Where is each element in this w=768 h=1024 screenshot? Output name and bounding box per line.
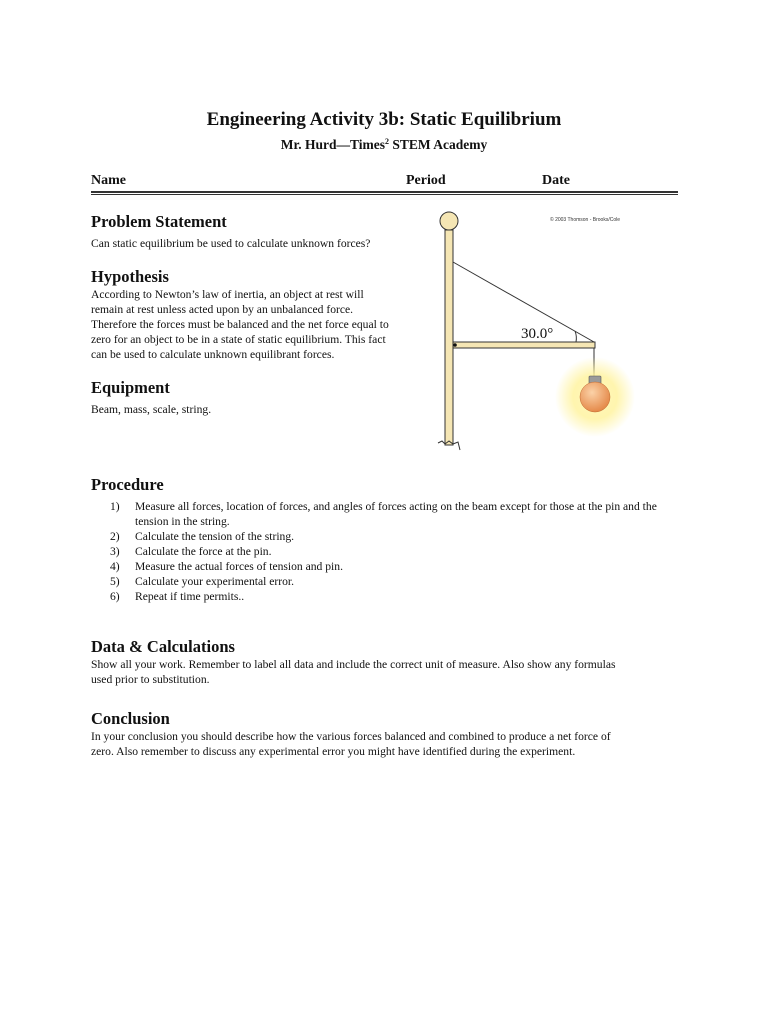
header-rule-thin bbox=[91, 194, 678, 195]
equipment-text: Beam, mass, scale, string. bbox=[91, 403, 212, 416]
step-text: Measure all forces, location of forces, and angles of forces acting on the beam except for those at the pin and the tension in the string. bbox=[135, 500, 657, 528]
step-number: 5) bbox=[110, 575, 120, 588]
hypothesis-text bbox=[91, 287, 421, 362]
beam bbox=[453, 342, 595, 348]
angle-label: 30.0° bbox=[521, 326, 554, 342]
name-label: Name bbox=[91, 173, 126, 188]
pole bbox=[445, 230, 453, 445]
step-text: Measure the actual forces of tension and pin. bbox=[135, 560, 343, 573]
equilibrium-diagram bbox=[434, 205, 644, 455]
step-number: 1) bbox=[110, 500, 120, 513]
hypothesis-line: zero for an object to be in a state of static equilibrium. This fact bbox=[91, 333, 386, 346]
step-number: 6) bbox=[110, 590, 120, 603]
conclusion-line: In your conclusion you should describe how the various forces balanced and combined to produce a net force of bbox=[91, 730, 611, 743]
hypothesis-line: can be used to calculate unknown equilibrant forces. bbox=[91, 348, 335, 361]
step-number: 4) bbox=[110, 560, 120, 573]
period-label: Period bbox=[406, 173, 446, 188]
problem-text: Can static equilibrium be used to calculate unknown forces? bbox=[91, 237, 371, 250]
procedure-step bbox=[110, 559, 670, 574]
subtitle-end: STEM Academy bbox=[389, 137, 488, 152]
procedure-step bbox=[110, 574, 670, 589]
pole-top-knob bbox=[440, 212, 458, 230]
figure-copyright: © 2003 Thomson - Brooks/Cole bbox=[550, 217, 621, 223]
step-number: 3) bbox=[110, 545, 120, 558]
procedure-list bbox=[110, 499, 670, 604]
procedure-heading: Procedure bbox=[91, 475, 164, 494]
data-text bbox=[91, 657, 691, 687]
pin-point bbox=[453, 343, 457, 347]
procedure-step bbox=[110, 589, 670, 604]
subtitle-text: Mr. Hurd—Times bbox=[280, 137, 385, 152]
date-label: Date bbox=[542, 173, 570, 188]
data-line: Show all your work. Remember to label all data and include the correct unit of measure. Also show any formulas bbox=[91, 658, 616, 671]
conclusion-text bbox=[91, 729, 691, 759]
page-subtitle bbox=[0, 137, 768, 153]
step-text: Calculate the tension of the string. bbox=[135, 530, 295, 543]
data-heading: Data & Calculations bbox=[91, 637, 235, 656]
procedure-step bbox=[110, 499, 670, 529]
procedure-step bbox=[110, 544, 670, 559]
hypothesis-line: According to Newton’s law of inertia, an object at rest will bbox=[91, 288, 364, 301]
problem-heading: Problem Statement bbox=[91, 212, 227, 231]
step-text: Repeat if time permits.. bbox=[135, 590, 245, 603]
step-text: Calculate your experimental error. bbox=[135, 575, 295, 588]
subtitle-superscript: 2 bbox=[385, 137, 389, 146]
hypothesis-heading: Hypothesis bbox=[91, 267, 169, 286]
light-bulb bbox=[580, 382, 610, 412]
equipment-heading: Equipment bbox=[91, 378, 170, 397]
data-line: used prior to substitution. bbox=[91, 673, 210, 686]
step-number: 2) bbox=[110, 530, 120, 543]
procedure-step bbox=[110, 529, 670, 544]
header-rule-thick bbox=[91, 191, 678, 193]
page-title: Engineering Activity 3b: Static Equilibrium bbox=[206, 109, 562, 130]
hypothesis-line: remain at rest unless acted upon by an unbalanced force. bbox=[91, 303, 354, 316]
step-text: Calculate the force at the pin. bbox=[135, 545, 272, 558]
equilibrium-figure bbox=[434, 205, 644, 455]
conclusion-line: zero. Also remember to discuss any experimental error you might have identified during the experiment. bbox=[91, 745, 576, 758]
conclusion-heading: Conclusion bbox=[91, 709, 170, 728]
hypothesis-line: Therefore the forces must be balanced and the net force equal to bbox=[91, 318, 389, 331]
